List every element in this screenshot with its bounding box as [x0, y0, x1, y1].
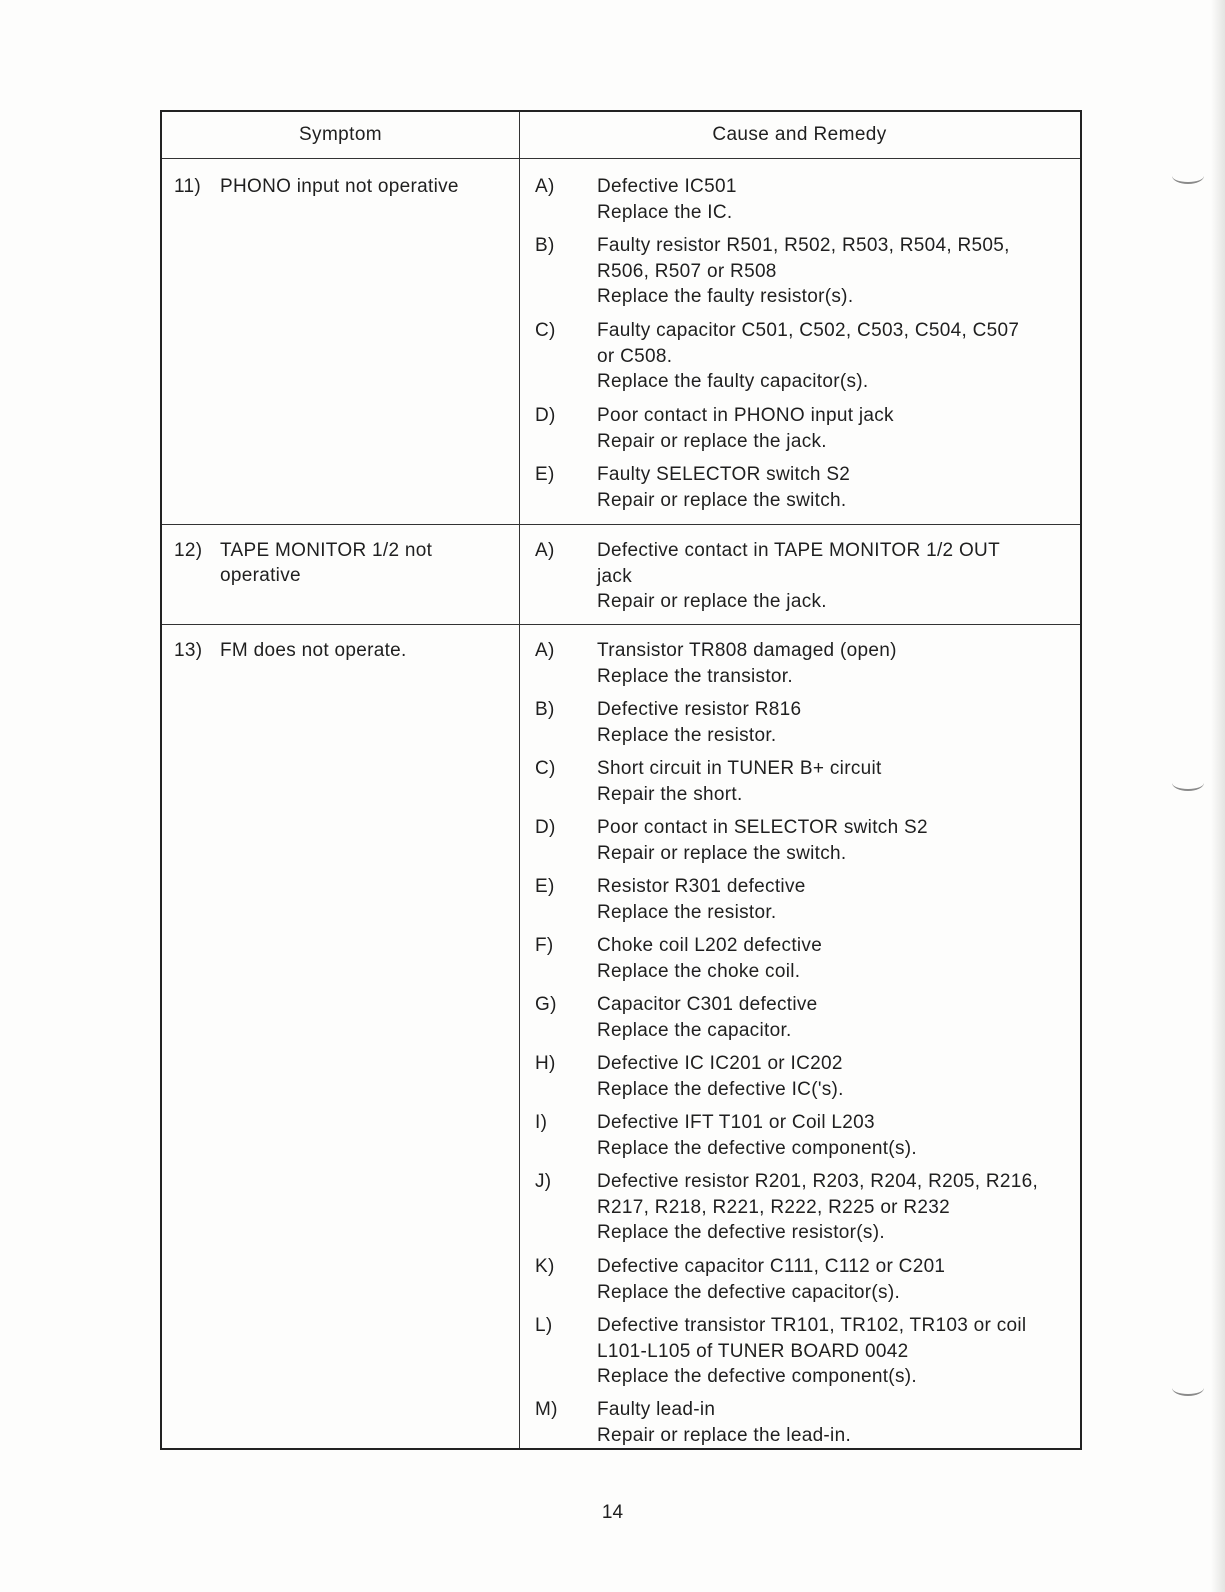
binder-hole-mark	[1172, 1380, 1204, 1396]
symptom-cell	[174, 638, 504, 663]
remedy-line: Replace the resistor.	[597, 724, 777, 746]
cause-letter: A)	[535, 176, 555, 197]
cause-line: Capacitor C301 defective	[597, 994, 818, 1015]
cause-letter: K)	[535, 1256, 555, 1277]
cause-item	[535, 1254, 1070, 1305]
page-number: 14	[601, 1502, 624, 1523]
symptom-cell	[174, 538, 504, 588]
cause-line: Transistor TR808 damaged (open)	[597, 640, 897, 661]
cause-item	[535, 538, 1070, 615]
cause-item	[535, 1169, 1070, 1246]
cause-line: Poor contact in PHONO input jack	[597, 405, 894, 426]
cause-letter: A)	[535, 640, 555, 661]
cause-item	[535, 403, 1070, 454]
cause-letter: C)	[535, 758, 556, 779]
remedy-line: Repair or replace the lead-in.	[597, 1424, 852, 1446]
remedy-line: Replace the defective capacitor(s).	[597, 1281, 901, 1303]
troubleshooting-table	[160, 110, 1082, 1450]
cause-letter: L)	[535, 1315, 553, 1336]
cause-letter: E)	[535, 876, 555, 897]
cause-line: Defective IC501	[597, 176, 737, 197]
symptom-number: 12)	[174, 540, 203, 561]
cause-letter: G)	[535, 994, 557, 1015]
cause-letter: B)	[535, 699, 555, 720]
cause-line: Faulty SELECTOR switch S2	[597, 464, 851, 485]
row-separator	[162, 624, 1080, 625]
cause-letter: B)	[535, 235, 555, 256]
cause-letter: C)	[535, 320, 556, 341]
cause-letter: D)	[535, 817, 556, 838]
remedy-line: Replace the faulty resistor(s).	[597, 286, 854, 307]
cause-line: Faulty resistor R501, R502, R503, R504, R505,	[597, 235, 1010, 256]
cause-letter: M)	[535, 1399, 558, 1420]
cause-item	[535, 638, 1070, 689]
page-edge	[1211, 0, 1225, 1592]
cause-item	[535, 815, 1070, 866]
remedy-line: Repair or replace the switch.	[597, 842, 847, 864]
cause-item	[535, 1397, 1070, 1448]
remedy-line: Replace the resistor.	[597, 901, 777, 923]
remedy-line: Replace the defective resistor(s).	[597, 1222, 885, 1243]
symptom-number: 11)	[174, 176, 201, 197]
symptom-cell	[174, 174, 504, 199]
cause-line: Faulty capacitor C501, C502, C503, C504, C507	[597, 320, 1020, 341]
cause-item	[535, 174, 1070, 225]
cause-line: or C508.	[597, 345, 673, 367]
cause-letter: F)	[535, 935, 554, 956]
table-header-row	[162, 112, 1080, 159]
cause-line: jack	[597, 565, 632, 587]
symptom-text: TAPE MONITOR 1/2 not operative	[220, 540, 433, 586]
cause-letter: J)	[535, 1171, 552, 1192]
remedy-line: Replace the IC.	[597, 201, 733, 223]
cause-letter: E)	[535, 464, 555, 485]
cause-item	[535, 874, 1070, 925]
symptom-number: 13)	[174, 640, 203, 661]
cause-line: L101-L105 of TUNER BOARD 0042	[597, 1340, 909, 1362]
cause-line: Faulty lead-in	[597, 1399, 716, 1420]
cause-line: Short circuit in TUNER B+ circuit	[597, 758, 882, 779]
cause-item	[535, 233, 1070, 310]
remedy-line: Replace the defective component(s).	[597, 1137, 917, 1159]
remedy-line: Repair or replace the jack.	[597, 591, 827, 612]
remedy-line: Repair or replace the switch.	[597, 489, 847, 511]
cause-line: R506, R507 or R508	[597, 260, 777, 282]
cause-item	[535, 1110, 1070, 1161]
cause-letter: D)	[535, 405, 556, 426]
cause-line: Defective contact in TAPE MONITOR 1/2 OUT	[597, 540, 1000, 561]
cause-item	[535, 1313, 1070, 1390]
cause-line: Defective resistor R201, R203, R204, R205, R216,	[597, 1171, 1039, 1192]
remedy-line: Repair or replace the jack.	[597, 430, 827, 452]
cause-item	[535, 1051, 1070, 1102]
symptom-text: PHONO input not operative	[220, 176, 459, 197]
cause-item	[535, 697, 1070, 748]
remedy-line: Replace the defective IC('s).	[597, 1078, 844, 1100]
cause-letter: A)	[535, 540, 555, 561]
cause-item	[535, 992, 1070, 1043]
cause-line: Defective IFT T101 or Coil L203	[597, 1112, 875, 1133]
symptom-text: FM does not operate.	[220, 640, 407, 661]
cause-header: Cause and Remedy	[712, 124, 887, 145]
cause-line: R217, R218, R221, R222, R225 or R232	[597, 1196, 951, 1218]
cause-line: Defective resistor R816	[597, 699, 802, 720]
column-divider	[519, 112, 520, 1448]
cause-line: Choke coil L202 defective	[597, 935, 823, 956]
binder-hole-mark	[1172, 775, 1204, 791]
cause-item	[535, 318, 1070, 395]
cause-line: Defective transistor TR101, TR102, TR103 or coil	[597, 1315, 1027, 1336]
remedy-line: Replace the defective component(s).	[597, 1366, 917, 1387]
cause-item	[535, 933, 1070, 984]
row-separator	[162, 524, 1080, 525]
cause-item	[535, 462, 1070, 513]
remedy-line: Replace the capacitor.	[597, 1019, 792, 1041]
remedy-line: Repair the short.	[597, 783, 743, 805]
cause-line: Defective IC IC201 or IC202	[597, 1053, 843, 1074]
cause-line: Defective capacitor C111, C112 or C201	[597, 1256, 946, 1277]
binder-hole-mark	[1172, 168, 1204, 184]
symptom-header: Symptom	[298, 124, 383, 145]
cause-line: Resistor R301 defective	[597, 876, 806, 897]
cause-letter: H)	[535, 1053, 556, 1074]
remedy-line: Replace the choke coil.	[597, 960, 801, 982]
remedy-line: Replace the transistor.	[597, 665, 793, 687]
remedy-line: Replace the faulty capacitor(s).	[597, 371, 869, 392]
cause-letter: I)	[535, 1112, 548, 1133]
cause-item	[535, 756, 1070, 807]
cause-line: Poor contact in SELECTOR switch S2	[597, 817, 928, 838]
